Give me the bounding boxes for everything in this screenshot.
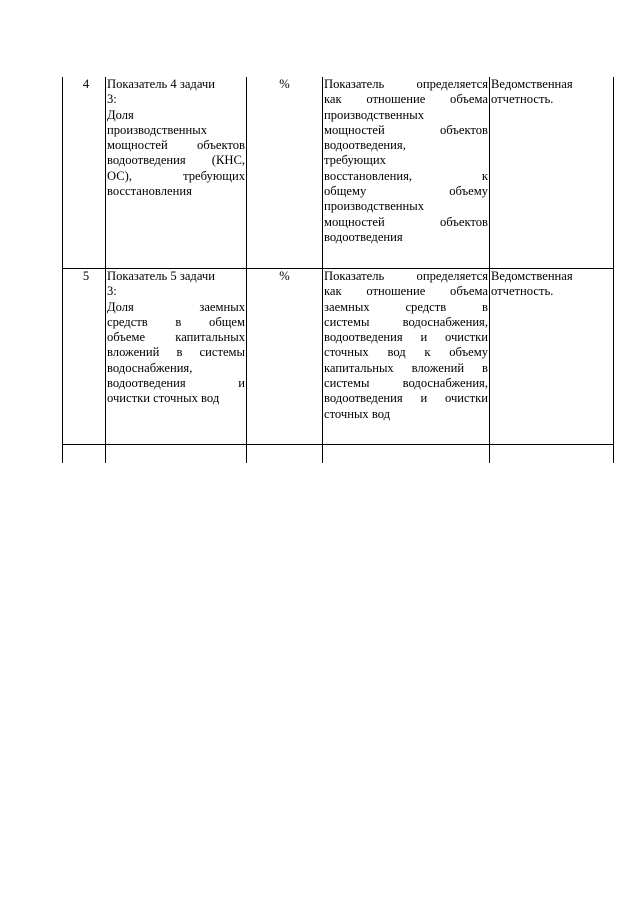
row-number: 5 — [82, 269, 90, 283]
calculation-method-line: Показатель определяется — [324, 269, 488, 283]
table-row — [63, 269, 614, 445]
data-source-line: отчетность. — [491, 284, 554, 299]
data-source-cell — [490, 77, 614, 269]
row-number-cell — [63, 269, 106, 445]
indicator-name-line: мощностей объектов — [107, 138, 245, 153]
calculation-method-cell — [323, 445, 490, 464]
indicator-name-line: производственных — [107, 122, 208, 137]
indicator-name-line: Доля — [107, 107, 134, 122]
table-row — [63, 77, 614, 269]
calculation-method-line: заемных средств в — [324, 299, 488, 314]
calculation-method-line: водоотведения и очистки — [324, 391, 488, 406]
indicator-name-line: Показатель 5 задачи — [107, 269, 215, 283]
indicator-name-line: Доля заемных — [107, 299, 245, 314]
indicator-name-cell — [106, 269, 247, 445]
data-source-line: Ведомственная — [491, 77, 573, 91]
calculation-method-line: восстановления, к — [324, 168, 488, 183]
indicator-name-line: ОС), требующих — [107, 168, 245, 183]
calculation-method-line: водоотведения и очистки — [324, 330, 488, 345]
indicators-table — [62, 77, 614, 463]
calculation-method-line: водоотведения — [324, 229, 403, 244]
unit-value: % — [279, 77, 290, 91]
calculation-method-line: производственных — [324, 107, 425, 122]
calculation-method-line: системы водоснабжения, — [324, 376, 488, 391]
unit-cell — [247, 269, 323, 445]
calculation-method-cell — [323, 269, 490, 445]
calculation-method-line: капитальных вложений в — [324, 360, 488, 375]
table-row — [63, 445, 614, 464]
data-source-cell — [490, 269, 614, 445]
indicator-name-line: вложений в системы — [107, 345, 245, 360]
indicator-name-line: Показатель 4 задачи — [107, 77, 215, 91]
indicator-name-cell — [106, 77, 247, 269]
calculation-method-line: сточных вод — [324, 406, 391, 421]
calculation-method-line: общему объему — [324, 184, 488, 199]
data-source-line: отчетность. — [491, 92, 554, 107]
indicator-name-line: 3: — [107, 92, 117, 107]
calculation-method-line: сточных вод к объему — [324, 345, 488, 360]
indicator-name-line: водоотведения (КНС, — [107, 153, 245, 168]
data-source-line: Ведомственная — [491, 269, 573, 283]
indicator-name-line: 3: — [107, 284, 117, 299]
indicator-name-line: средств в общем — [107, 314, 245, 329]
indicator-name-line: очистки сточных вод — [107, 391, 220, 406]
calculation-method-line: мощностей объектов — [324, 122, 488, 137]
unit-cell — [247, 445, 323, 464]
indicator-name-line: объеме капитальных — [107, 330, 245, 345]
calculation-method-line: требующих — [324, 153, 386, 168]
calculation-method-line: системы водоснабжения, — [324, 314, 488, 329]
indicators-table-body — [63, 77, 614, 463]
calculation-method-line: мощностей объектов — [324, 214, 488, 229]
indicator-name-line: восстановления — [107, 184, 192, 199]
calculation-method-line: водоотведения, — [324, 138, 406, 153]
row-number-cell — [63, 445, 106, 464]
calculation-method-line: Показатель определяется — [324, 77, 488, 91]
unit-value: % — [279, 269, 290, 283]
row-number: 4 — [82, 77, 90, 91]
row-number-cell — [63, 77, 106, 269]
indicator-name-line: водоснабжения, — [107, 360, 193, 375]
indicator-name-line: водоотведения и — [107, 376, 245, 391]
calculation-method-line: как отношение объема — [324, 92, 488, 107]
calculation-method-line: как отношение объема — [324, 284, 488, 299]
data-source-cell — [490, 445, 614, 464]
calculation-method-cell — [323, 77, 490, 269]
unit-cell — [247, 77, 323, 269]
indicator-name-cell — [106, 445, 247, 464]
calculation-method-line: производственных — [324, 199, 425, 214]
